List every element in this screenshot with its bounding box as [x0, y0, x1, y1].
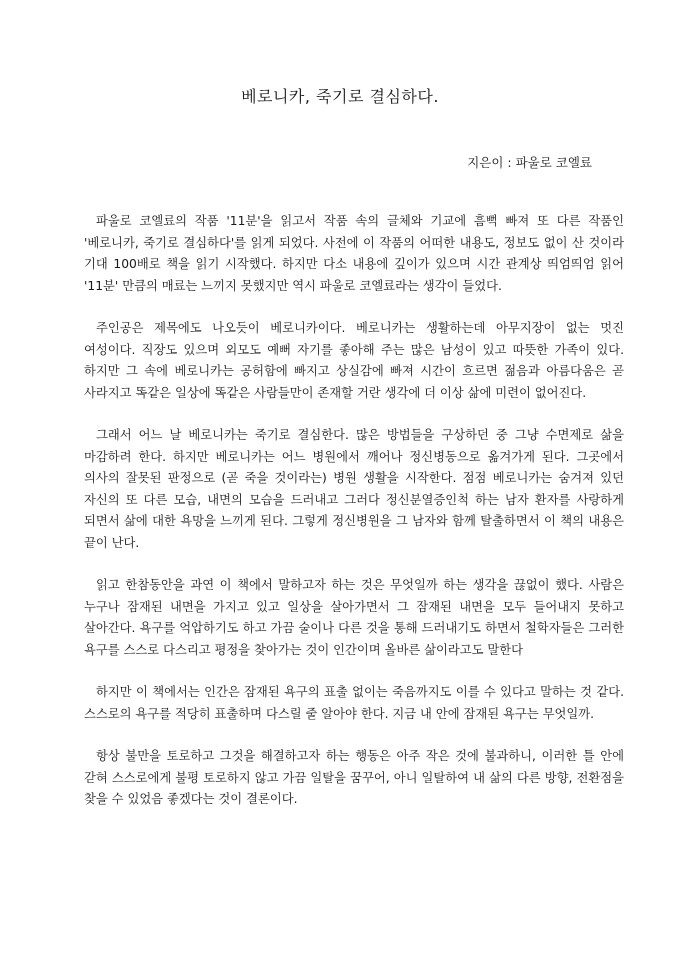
document-body	[84, 211, 624, 832]
body-paragraph-1: 파울로 코엘료의 작품 '11분'을 읽고서 작품 속의 글체와 기교에 흠뻑 빠져 또 다른 작품인 '베로니카, 죽기로 결심하다'를 읽게 되었다. 사전에 이 작품의 어떠한 내용도, 정보도 없이 산 것이라 기대 100배로 책을 읽기 시작했다. 하지만 다소 내용에 깊이가 있으며 시간 관계상 띄엄띄엄 읽어 '11분' 만큼의 매료는 느끼지 못했지만 역시 파울로 코엘료라는 생각이 들었다.	[84, 214, 624, 293]
body-paragraph-5: 하지만 이 책에서는 인간은 잠재된 욕구의 표출 없이는 죽음까지도 이를 수 있다고 말하는 것 같다. 스스로의 욕구를 적당히 표출하며 다스릴 줄 알아야 한다. 지금 내 안에 잠재된 욕구는 무엇일까.	[84, 685, 624, 721]
body-paragraph-4: 읽고 한참동안을 과연 이 책에서 말하고자 하는 것은 무엇일까 하는 생각을 끊없이 했다. 사람은 누구나 잠재된 내면을 가지고 있고 일상을 살아가면서 그 잠재된 내면을 모두 들어내지 못하고 살아간다. 욕구를 억압하기도 하고 가끔 술이나 다른 것을 통해 드러내기도 하면서 철학자들은 그러한 욕구를 스스로 다스리고 평정을 찾아가는 것이 인간이며 올바른 삶이라고도 말한다	[84, 578, 624, 657]
body-paragraph-3: 그래서 어느 날 베로니카는 죽기로 결심한다. 많은 방법들을 구상하던 중 그냥 수면제로 삶을 마감하려 한다. 하지만 베로니카는 어느 병원에서 깨어나 정신병동으로 옮겨가게 된다. 그곳에서 의사의 잘못된 판정으로 (곧 죽을 것이라는) 병원 생활을 시작한다. 점점 베로니카는 숨겨져 있던 자신의 또 다른 모습, 내면의 모습을 드러내고 그러다 정신분열증인척 하는 남자 환자를 사랑하게 되면서 삶에 대한 욕망을 느끼게 된다. 그렇게 정신병원을 그 남자와 함께 탈출하면서 이 책의 내용은 끝이 난다.	[84, 428, 624, 550]
body-paragraph-2: 주인공은 제목에도 나오듯이 베로니카이다. 베로니카는 생활하는데 아무지장이 없는 멋진 여성이다. 직장도 있으며 외모도 예뻐 자기를 좋아해 주는 많은 남성이 있고 따뜻한 가족이 있다. 하지만 그 속에 베로니카는 공허함에 빠지고 상실감에 빠져 시간이 흐르면 젊음과 아름다움은 곧 사라지고 똑같은 일상에 똑같은 사람들만이 존재할 거란 생각에 더 이상 삶에 미련이 없어진다.	[84, 321, 624, 400]
body-paragraph-6: 항상 불만을 토로하고 그것을 해결하고자 하는 행동은 아주 작은 것에 불과하니, 이러한 틀 안에 갇혀 스스로에게 불평 토로하지 않고 가끔 일탈을 꿈꾸어, 아니 일탈하여 내 삶의 다른 방향, 전환점을 찾을 수 있었음 좋겠다는 것이 결론이다.	[84, 749, 624, 806]
document-title: 베로니카, 죽기로 결심하다.	[241, 87, 439, 106]
author-line: 지은이 : 파울로 코엘료	[467, 155, 592, 170]
